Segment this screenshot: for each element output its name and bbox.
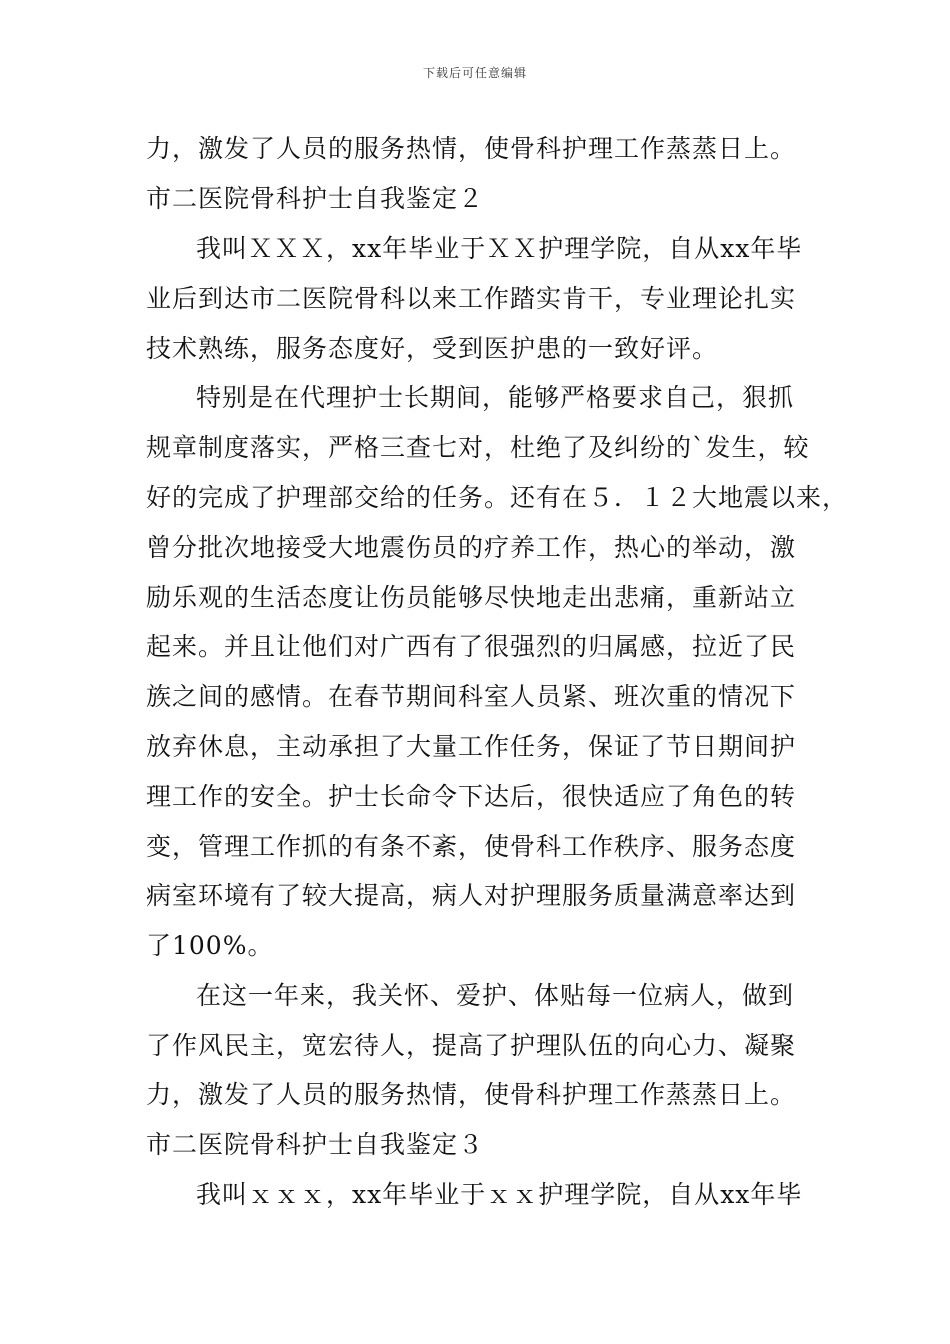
text-line: 我叫ｘｘｘ，xx年毕业于ｘｘ护理学院，自从xx年毕 — [196, 1180, 803, 1209]
text-line: 放弃休息，主动承担了大量工作任务，保证了节日期间护 — [146, 732, 797, 761]
text-line: 特别是在代理护士长期间，能够严格要求自己，狠抓 — [196, 383, 795, 412]
text-line: 了作风民主，宽宏待人，提高了护理队伍的向心力、凝聚 — [146, 1031, 797, 1060]
text-line: 好的完成了护理部交给的任务。还有在５．１２大地震以来， — [146, 483, 849, 512]
section-heading: 市二医院骨科护士自我鉴定３ — [146, 1130, 485, 1159]
text-line: 规章制度落实，严格三查七对，杜绝了及纠纷的`发生，较 — [146, 433, 810, 462]
text-line: 我叫ＸＸＸ，xx年毕业于ＸＸ护理学院，自从xx年毕 — [196, 234, 803, 263]
text-line: 曾分批次地接受大地震伤员的疗养工作，热心的举动，激 — [146, 533, 797, 562]
text-line: 理工作的安全。护士长命令下达后，很快适应了角色的转 — [146, 782, 797, 811]
text-line: 起来。并且让他们对广西有了很强烈的归属感，拉近了民 — [146, 632, 797, 661]
text-line: 在这一年来，我关怀、爱护、体贴每一位病人，做到 — [196, 981, 795, 1010]
text-line: 励乐观的生活态度让伤员能够尽快地走出悲痛，重新站立 — [146, 583, 797, 612]
text-line: 力，激发了人员的服务热情，使骨科护理工作蒸蒸日上。 — [146, 1080, 797, 1109]
page-header: 下载后可任意编辑 — [422, 66, 527, 80]
text-line: 族之间的感情。在春节期间科室人员紧、班次重的情况下 — [146, 682, 797, 711]
text-line: 技术熟练，服务态度好，受到医护患的一致好评。 — [146, 334, 719, 363]
text-line: 了100%。 — [146, 931, 274, 960]
text-line: 变，管理工作抓的有条不紊，使骨科工作秩序、服务态度 — [146, 832, 797, 861]
text-line: 病室环境有了较大提高，病人对护理服务质量满意率达到 — [146, 881, 797, 910]
text-line: 业后到达市二医院骨科以来工作踏实肯干，专业理论扎实 — [146, 284, 797, 313]
section-heading: 市二医院骨科护士自我鉴定２ — [146, 184, 485, 213]
text-line: 力，激发了人员的服务热情，使骨科护理工作蒸蒸日上。 — [146, 134, 797, 163]
